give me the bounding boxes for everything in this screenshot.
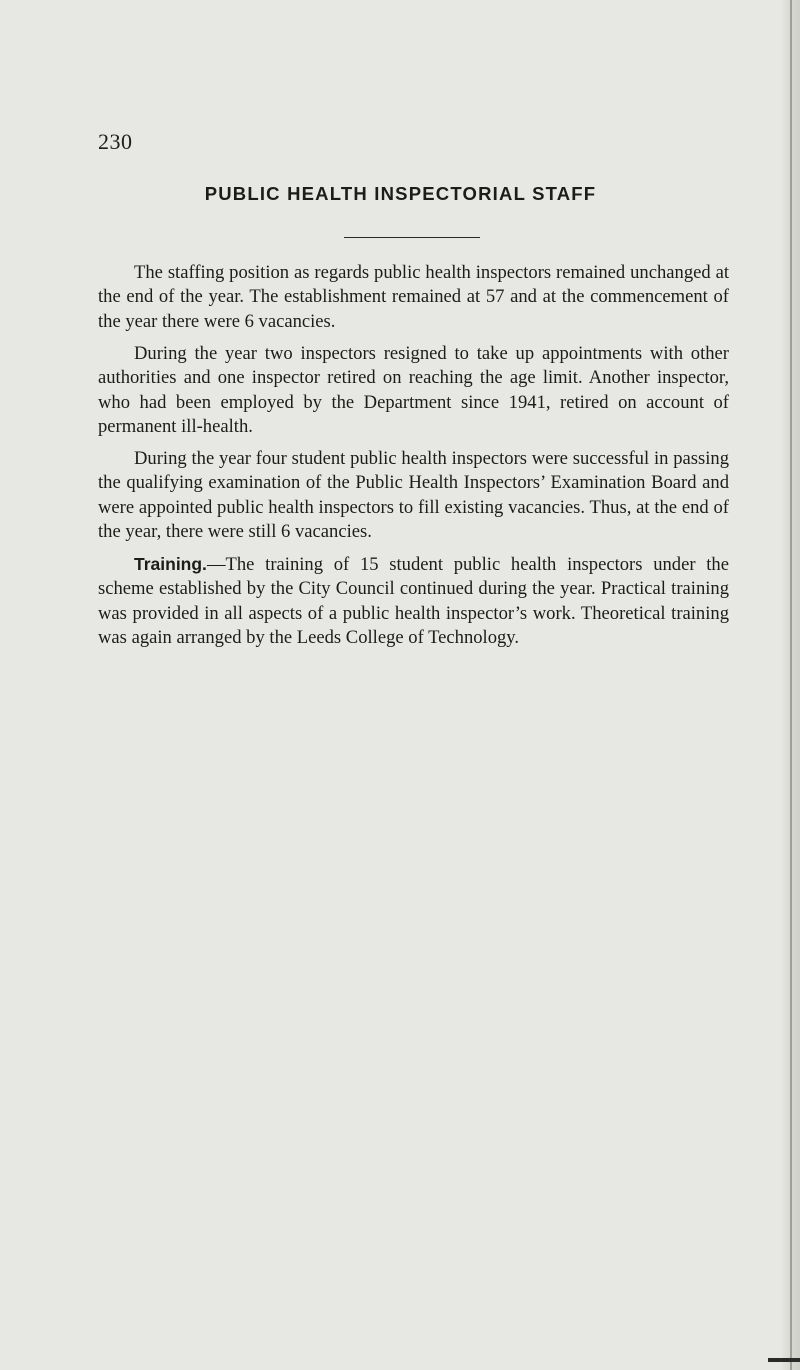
training-text: —The training of 15 student public health inspectors under the scheme established by the City Council continued during the year. Practical training was provided in all aspects of a public health inspector’s work. Theoretical training was again arranged by the Leeds College of Technology. — [98, 553, 729, 649]
training-run-in-heading: Training. — [134, 553, 207, 574]
paragraph-students: During the year four student public health inspectors were successful in passing the qualifying examination of the Public Health Inspectors’ Examination Board and were appointed public health inspectors to fill existing vacancies. Thus, at the end of the year, there were still 6 vacancies. — [98, 447, 729, 543]
binding-edge-line — [790, 0, 792, 1370]
title-divider — [344, 237, 480, 238]
paragraph-staffing: The staffing position as regards public health inspectors remained unchanged at the end of the year. The establishment remained at 57 and at the commencement of the year there were 6 vacancies. — [98, 262, 729, 332]
page-number: 230 — [98, 129, 133, 154]
paragraph-training — [98, 552, 729, 651]
paragraph-resignations: During the year two inspectors resigned to take up appointments with other authorities and one inspector retired on reaching the age limit. Another inspector, who had been employed by the Department since 1941, retired on account of permanent ill-health. — [98, 342, 729, 437]
page-title: PUBLIC HEALTH INSPECTORIAL STAFF — [204, 183, 597, 204]
body-text — [98, 261, 729, 658]
edge-mark — [768, 1358, 800, 1362]
